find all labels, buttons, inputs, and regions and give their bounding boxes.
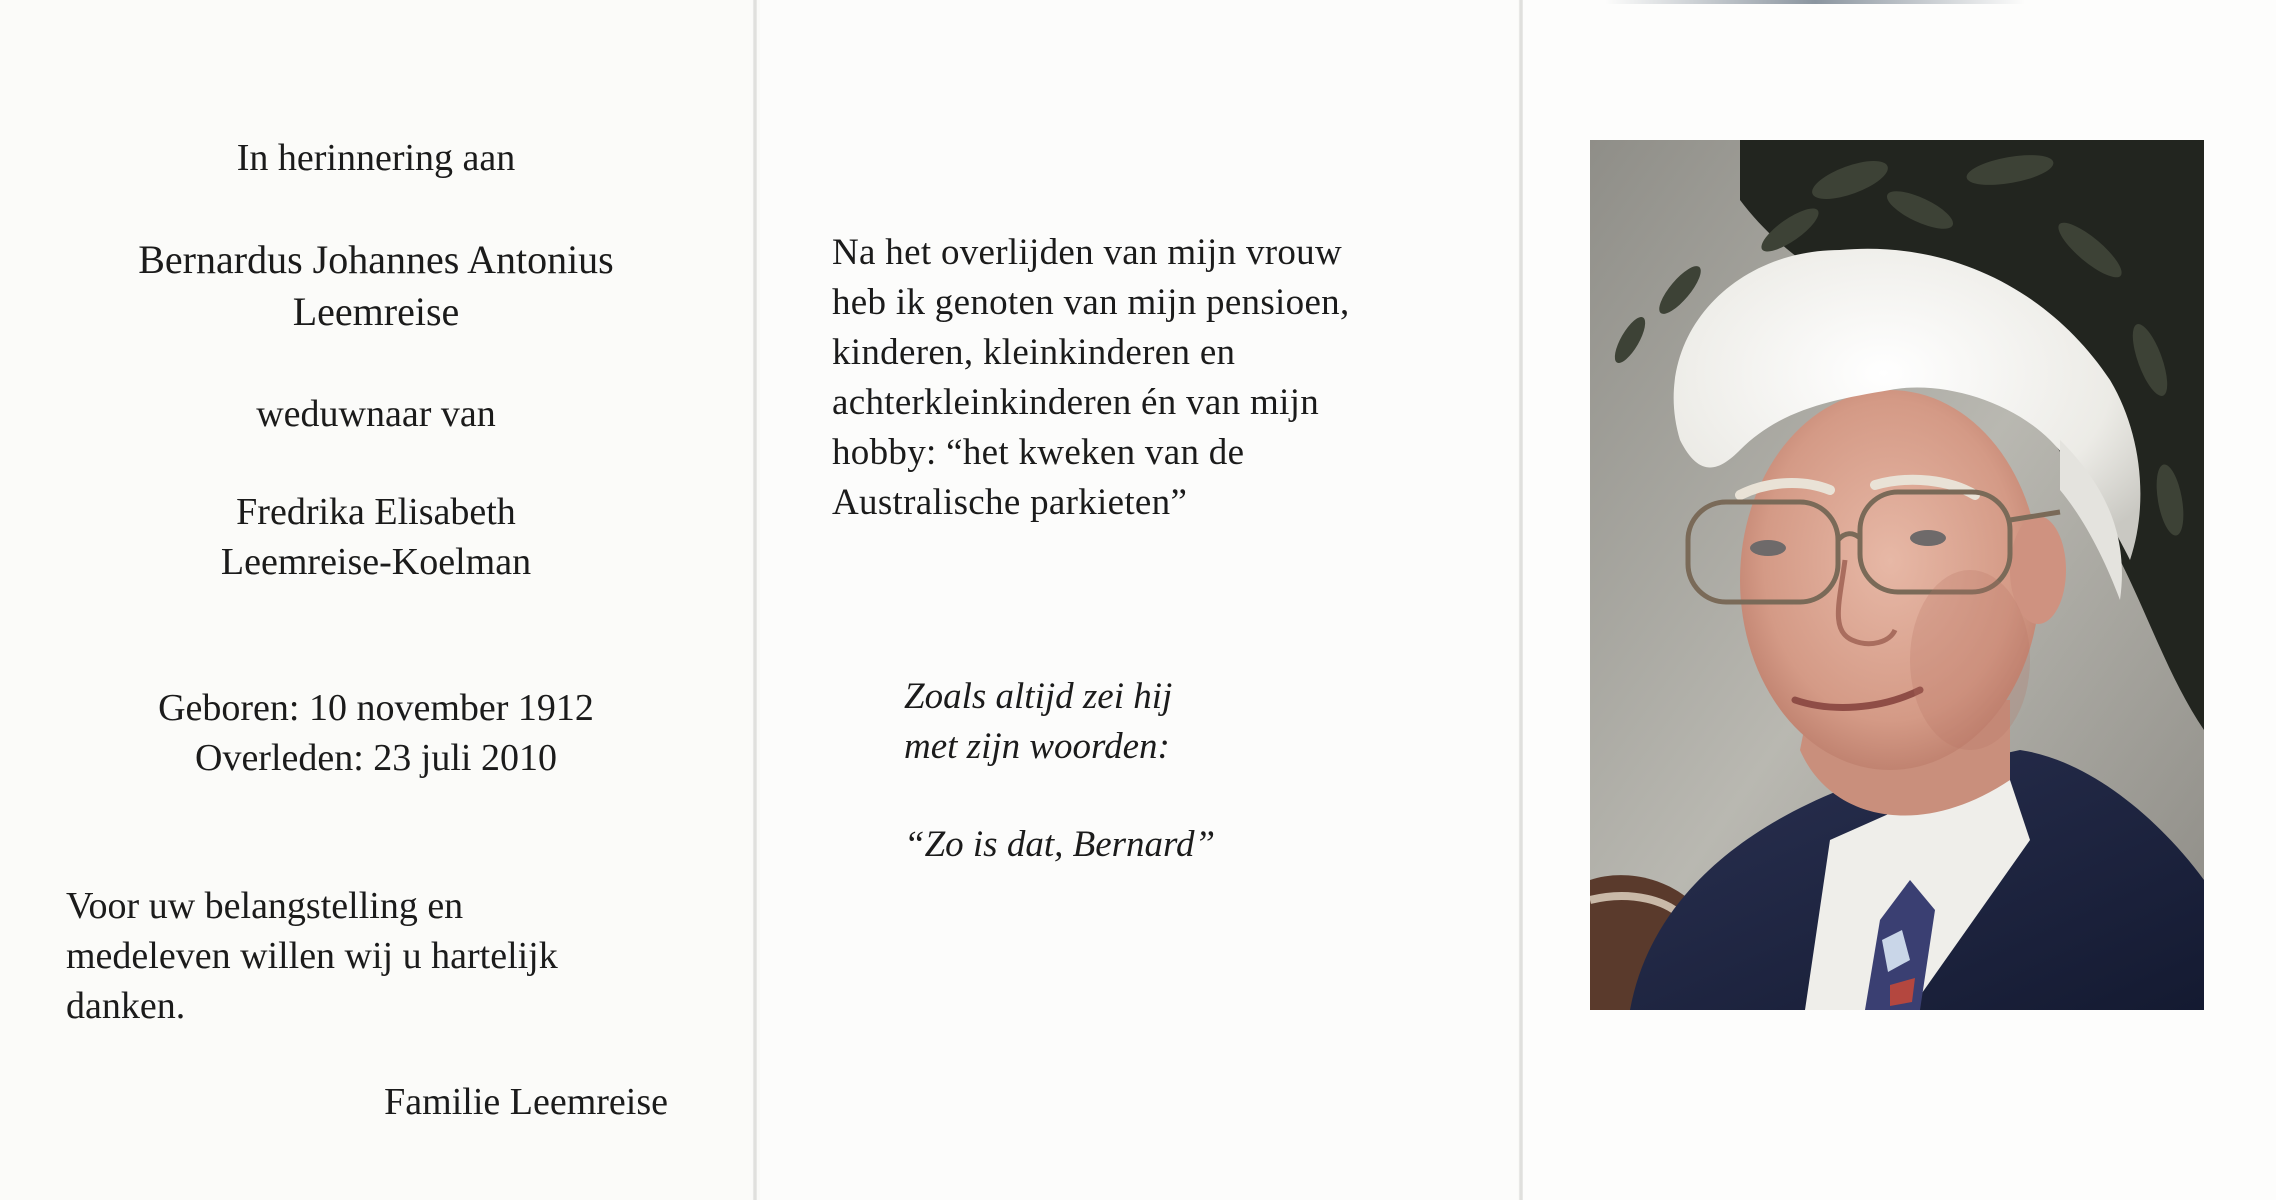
quote-intro-line2: met zijn woorden:: [904, 726, 1170, 767]
intro-text: In herinnering aan: [236, 137, 516, 179]
tribute-line: hobby: “het kweken van de: [832, 432, 1245, 473]
tribute-line: Na het overlijden van mijn vrouw: [832, 232, 1343, 273]
portrait-photo: [1590, 140, 2204, 1010]
quote-intro-line1: Zoals altijd zei hij: [904, 676, 1173, 717]
favorite-quote: “Zo is dat, Bernard”: [904, 824, 1216, 865]
middle-panel: [760, 0, 1518, 1200]
tribute-line: heb ik genoten van mijn pensioen,: [832, 282, 1350, 323]
family-signature: Familie Leemreise: [384, 1081, 668, 1123]
tribute-line: kinderen, kleinkinderen en: [832, 332, 1236, 373]
birth-date: Geboren: 10 november 1912: [158, 687, 594, 729]
thanks-line: medeleven willen wij u hartelijk: [66, 935, 558, 977]
death-date: Overleden: 23 juli 2010: [195, 737, 557, 779]
tribute-line: achterkleinkinderen én van mijn: [832, 382, 1320, 423]
edge-mark: [1605, 0, 2025, 4]
tribute-line: Australische parkieten”: [832, 482, 1188, 523]
fold-line: [1519, 0, 1523, 1200]
deceased-name-line1: Bernardus Johannes Antonius: [138, 237, 614, 282]
spouse-name-line2: Leemreise-Koelman: [220, 541, 532, 583]
deceased-name-line2: Leemreise: [292, 289, 460, 334]
relation-text: weduwnaar van: [256, 393, 496, 435]
fold-line: [753, 0, 757, 1200]
thanks-line: danken.: [66, 985, 186, 1027]
thanks-line: Voor uw belangstelling en: [66, 885, 464, 927]
spouse-name-line1: Fredrika Elisabeth: [236, 491, 516, 533]
